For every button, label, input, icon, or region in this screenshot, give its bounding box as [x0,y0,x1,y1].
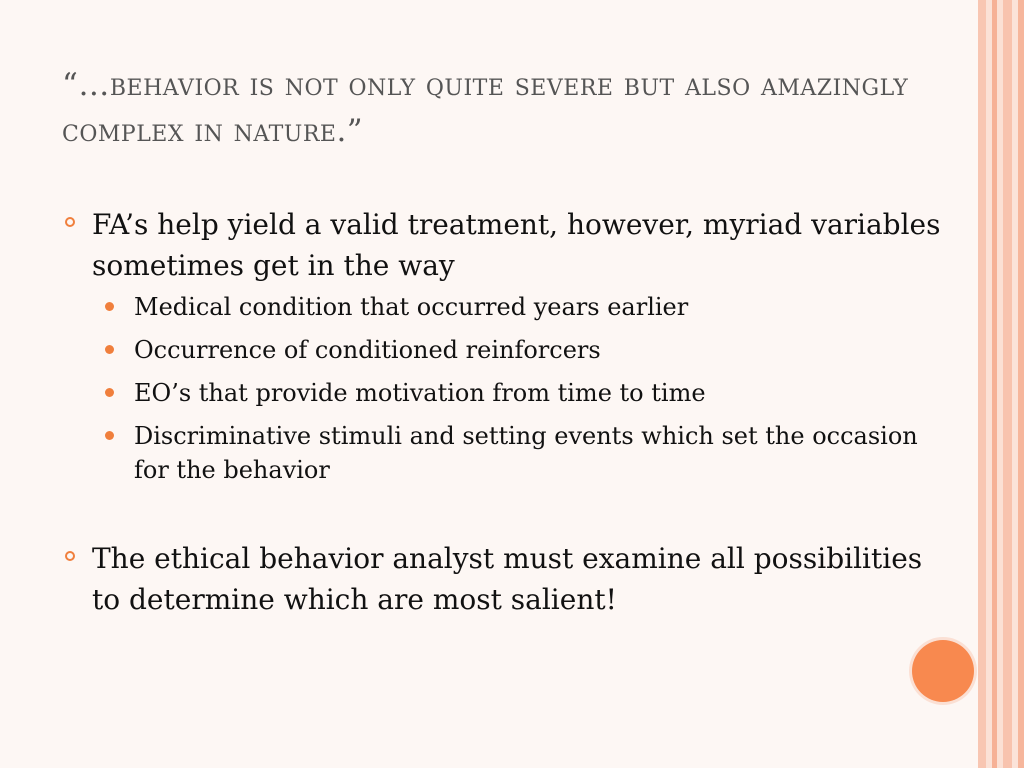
sub-bullet-text: Occurrence of conditioned reinforcers [134,336,601,364]
bullet-dot-icon [105,345,114,354]
bullet-item [62,204,942,286]
bullet-item [62,538,942,620]
spacer [62,496,942,538]
bullet-list [62,204,942,620]
decorative-stripe [1018,0,1024,768]
sub-bullet-list [102,290,942,487]
bullet-ring-icon [65,217,75,227]
bullet-dot-icon [105,388,114,397]
sub-bullet-item [102,333,942,367]
bullet-text: FA’s help yield a valid treatment, however, myriad variables sometimes get in the way [92,208,941,282]
bullet-dot-icon [105,431,114,440]
sub-bullet-text: EO’s that provide motivation from time to time [134,379,706,407]
decorative-stripe [978,0,986,768]
sub-bullet-item [102,419,942,487]
sub-bullet-text: Discriminative stimuli and setting events which set the occasion for the behavior [134,422,918,484]
decorative-circle [912,640,974,702]
slide-title: “…behavior is not only quite severe but also amazingly complex in nature.” [62,67,909,149]
sub-bullet-item [102,376,942,410]
sub-bullet-item [102,290,942,324]
decorative-stripe [1003,0,1012,768]
sub-bullet-text: Medical condition that occurred years earlier [134,293,689,321]
bullet-dot-icon [105,302,114,311]
bullet-ring-icon [65,551,75,561]
bullet-text: The ethical behavior analyst must examine all possibilities to determine which are most salient! [92,542,923,616]
